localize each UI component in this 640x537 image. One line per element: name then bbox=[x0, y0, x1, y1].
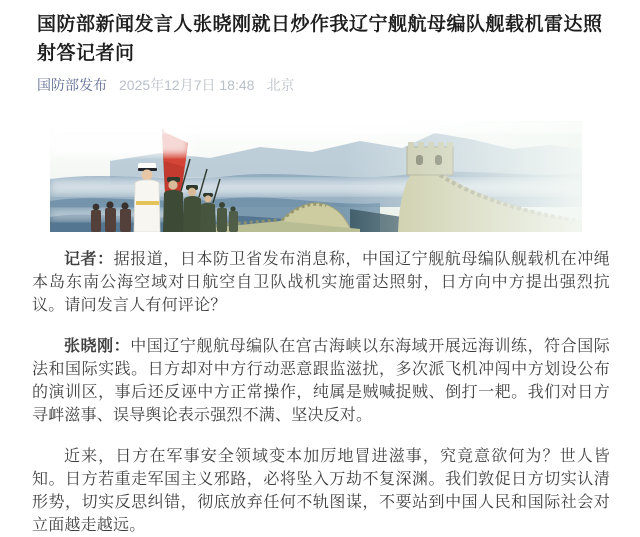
publish-location: 北京 bbox=[266, 77, 295, 93]
article-title: 国防部新闻发言人张晓刚就日炒作我辽宁舰航母编队舰载机雷达照射答记者问 bbox=[37, 14, 603, 64]
article-byline bbox=[37, 75, 610, 95]
paragraph-text: 中国辽宁舰航母编队在宫古海峡以东海域开展远海训练，符合国际法和国际实践。日方却对中方行动恶意跟监滋扰，多次派飞机冲闯中方划设公布的演训区，事后还反诬中方正常操作，纯属是贼喊捉贼、倒打一耙。我们对日方寻衅滋事、误导舆论表示强烈不满、坚决反对。 bbox=[32, 338, 610, 424]
paragraph-closing-statement bbox=[32, 445, 610, 537]
publish-timestamp: 2025年12月7日 18:48 bbox=[119, 77, 255, 93]
article-banner-image bbox=[50, 121, 582, 232]
paragraph-spokesperson-answer bbox=[32, 335, 610, 427]
paragraph-reporter-question bbox=[32, 248, 610, 317]
speaker-label: 张晓刚： bbox=[64, 338, 131, 355]
top-fade bbox=[50, 121, 582, 133]
paragraph-text: 据报道，日本防卫省发布消息称，中国辽宁舰航母编队舰载机在冲绳本岛东南公海空域对日航空自卫队战机实施雷达照射，日方向中方提出强烈抗议。请问发言人有何评论？ bbox=[32, 251, 610, 314]
paragraph-text: 近来，日方在军事安全领域变本加厉地冒进滋事，究竟意欲何为？世人皆知。日方若重走军国主义邪路，必将坠入万劫不复深渊。我们敦促日方切实认清形势，切实反思纠错，彻底放弃任何不轨图谋，不要站到中国人民和国际社会对立面越走越远。 bbox=[32, 448, 610, 534]
source-link[interactable]: 国防部发布 bbox=[37, 77, 107, 93]
speaker-label: 记者： bbox=[64, 251, 114, 268]
banner-illustration bbox=[50, 121, 582, 232]
